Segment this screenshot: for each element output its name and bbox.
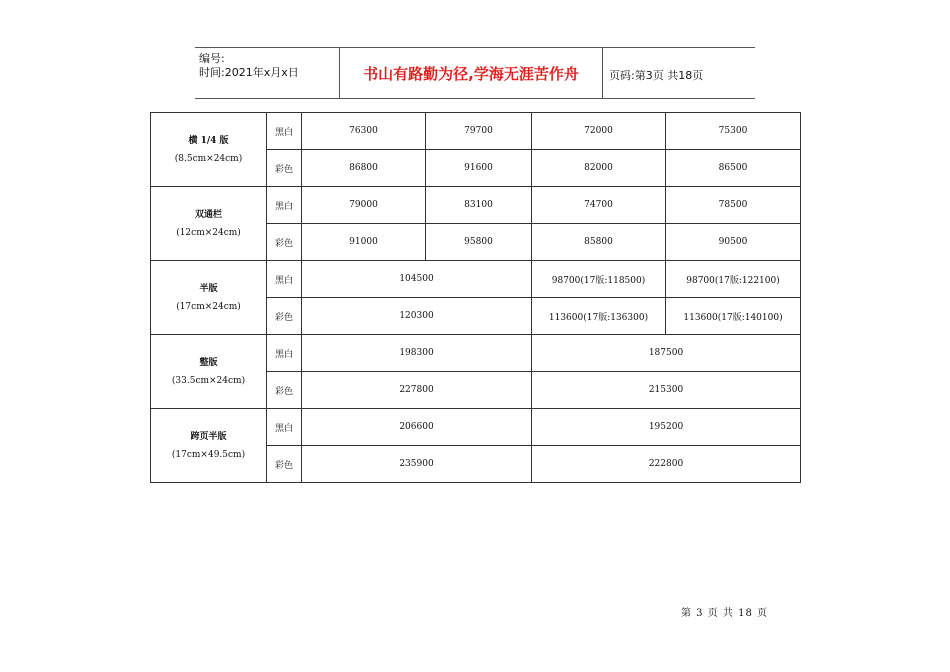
header-divider	[602, 48, 603, 98]
size-dimensions: (33.5cm×24cm)	[171, 375, 246, 386]
table-row	[151, 261, 801, 298]
size-cell	[151, 261, 267, 335]
serial-label: 编号:	[199, 52, 225, 65]
price-cell: 235900	[302, 446, 532, 483]
color-type-cell: 黑白	[267, 409, 302, 446]
page-header	[195, 47, 755, 99]
size-cell	[151, 187, 267, 261]
color-type-cell: 彩色	[267, 224, 302, 261]
color-type-cell: 彩色	[267, 298, 302, 335]
table-row	[151, 335, 801, 372]
price-cell: 90500	[666, 224, 801, 261]
price-cell: 113600(17版:136300)	[532, 298, 666, 335]
size-dimensions: (17cm×49.5cm)	[171, 449, 246, 460]
price-cell: 98700(17版:118500)	[532, 261, 666, 298]
size-name: 跨页半版	[190, 431, 227, 442]
header-page-info: 页码:第3页 共18页	[609, 69, 704, 82]
color-type-cell: 黑白	[267, 113, 302, 150]
price-cell: 206600	[302, 409, 532, 446]
price-cell: 78500	[666, 187, 801, 224]
size-cell	[151, 409, 267, 483]
price-cell: 86500	[666, 150, 801, 187]
color-type-cell: 黑白	[267, 187, 302, 224]
size-name: 双通栏	[194, 209, 222, 220]
ad-rate-table	[150, 112, 801, 483]
price-cell: 83100	[426, 187, 532, 224]
price-cell: 76300	[302, 113, 426, 150]
price-cell: 198300	[302, 335, 532, 372]
color-type-cell: 彩色	[267, 372, 302, 409]
size-dimensions: (17cm×24cm)	[176, 301, 241, 312]
page-footer: 第 3 页 共 18 页	[681, 608, 768, 619]
price-cell: 75300	[666, 113, 801, 150]
table-row	[151, 187, 801, 224]
size-cell	[151, 113, 267, 187]
color-type-cell: 彩色	[267, 150, 302, 187]
price-cell: 91000	[302, 224, 426, 261]
price-cell: 98700(17版:122100)	[666, 261, 801, 298]
table-row	[151, 113, 801, 150]
header-meta	[199, 52, 299, 80]
color-type-cell: 黑白	[267, 261, 302, 298]
price-cell: 79700	[426, 113, 532, 150]
price-cell: 91600	[426, 150, 532, 187]
size-name: 整版	[199, 357, 218, 368]
price-cell: 195200	[532, 409, 801, 446]
price-cell: 95800	[426, 224, 532, 261]
price-cell: 86800	[302, 150, 426, 187]
price-cell: 222800	[532, 446, 801, 483]
price-cell: 215300	[532, 372, 801, 409]
price-cell: 82000	[532, 150, 666, 187]
size-name: 横 1/4 版	[188, 135, 229, 146]
table-row	[151, 409, 801, 446]
size-cell	[151, 335, 267, 409]
price-cell: 85800	[532, 224, 666, 261]
price-cell: 104500	[302, 261, 532, 298]
size-dimensions: (12cm×24cm)	[176, 227, 241, 238]
price-cell: 79000	[302, 187, 426, 224]
price-cell: 74700	[532, 187, 666, 224]
time-label: 时间:2021年x月x日	[199, 66, 299, 79]
color-type-cell: 黑白	[267, 335, 302, 372]
header-motto: 书山有路勤为径,学海无涯苦作舟	[363, 65, 579, 83]
color-type-cell: 彩色	[267, 446, 302, 483]
price-cell: 187500	[532, 335, 801, 372]
price-cell: 113600(17版:140100)	[666, 298, 801, 335]
size-name: 半版	[199, 283, 218, 294]
price-cell: 227800	[302, 372, 532, 409]
price-cell: 72000	[532, 113, 666, 150]
size-dimensions: (8.5cm×24cm)	[174, 153, 243, 164]
price-cell: 120300	[302, 298, 532, 335]
